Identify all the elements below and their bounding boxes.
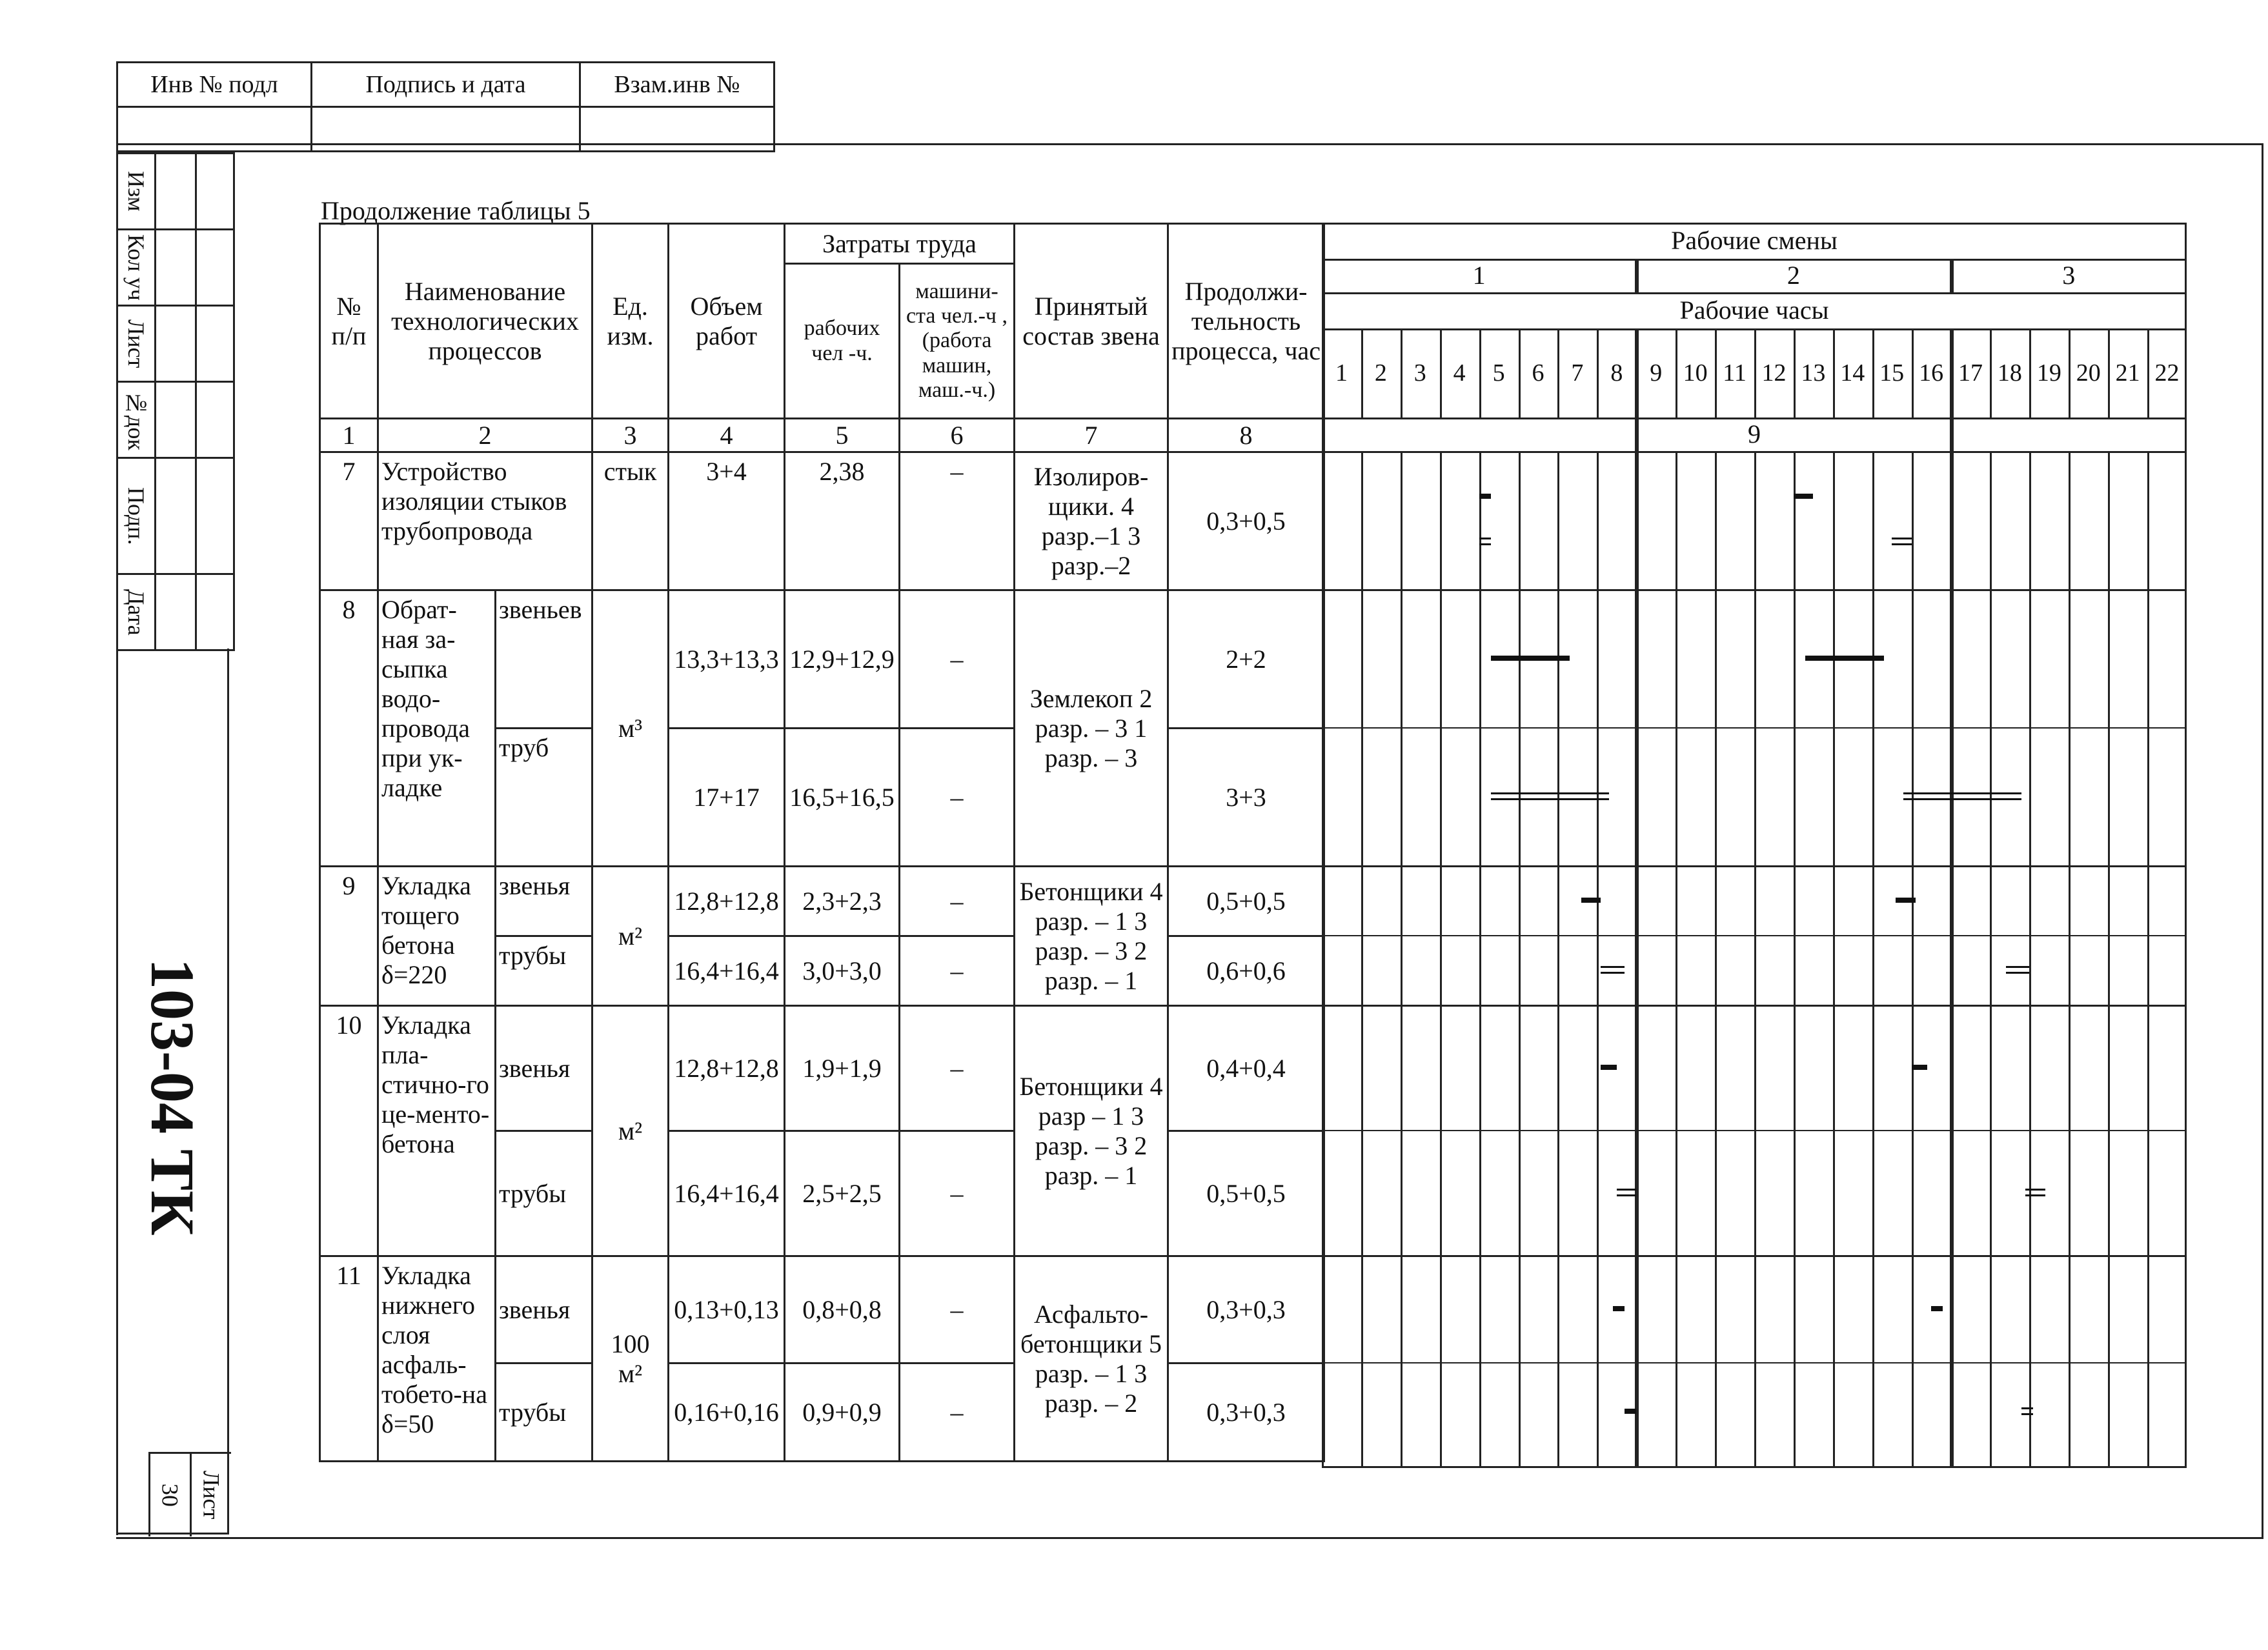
row-machinists: – (900, 1256, 1015, 1363)
colnum-1: 1 (320, 419, 378, 452)
schedule-bar (1912, 1065, 1927, 1070)
row-volume: 17+17 (669, 729, 785, 867)
hour-number: 10 (1683, 359, 1708, 387)
row-volume: 16,4+16,4 (669, 1131, 785, 1256)
schedule-bar (1794, 494, 1813, 499)
hour-divider (1597, 451, 1599, 1468)
hour-divider (2069, 451, 2071, 1468)
row-workers: 3,0+3,0 (785, 936, 900, 1006)
row-part: звенья (496, 1256, 592, 1363)
row-duration: 0,3+0,5 (1168, 452, 1324, 590)
row-workers: 16,5+16,5 (785, 729, 900, 867)
schedule-bar-double (1479, 538, 1491, 539)
row-volume: 0,13+0,13 (669, 1256, 785, 1363)
schedule-subrow-rule (1322, 727, 2187, 729)
colnum-2: 2 (378, 419, 592, 452)
row-machinists: – (900, 590, 1015, 729)
schedule-row-rule (1322, 589, 2187, 591)
schedule-bar-double (2021, 1407, 2033, 1409)
header-num: № п/п (320, 224, 378, 419)
hour-divider (1479, 451, 1481, 1468)
row-volume: 16,4+16,4 (669, 936, 785, 1006)
header-volume: Объем работ (669, 224, 785, 419)
hour-divider (1676, 451, 1677, 1468)
schedule-bar (1601, 1065, 1616, 1070)
row-num: 10 (320, 1006, 378, 1256)
row-unit: стык (592, 452, 669, 590)
schedule-bar (1491, 656, 1570, 661)
schedule-rule (1322, 418, 2187, 419)
row-volume: 13,3+13,3 (669, 590, 785, 729)
schedule-bar-double (1617, 1194, 1636, 1196)
schedule-bar (1581, 898, 1601, 903)
header-name: Наименование технологических процессов (378, 224, 592, 419)
schedule-bar (1625, 1409, 1636, 1414)
hour-number: 11 (1723, 359, 1747, 387)
schedule-bar-double (2025, 1189, 2045, 1191)
shift-number: 2 (1787, 261, 1800, 290)
side-label-izm: Изм (123, 171, 149, 212)
title-stamp (116, 61, 775, 152)
row-unit: м³ (592, 590, 669, 867)
hour-number: 20 (2076, 359, 2101, 387)
row-duration: 0,3+0,3 (1168, 1363, 1324, 1462)
table-row (320, 452, 1324, 590)
row-name: Укладка пла-стично-го це-менто-бетона (378, 1006, 496, 1256)
row-machinists: – (900, 936, 1015, 1006)
row-part: трубы (496, 936, 592, 1006)
shift-number: 3 (2062, 261, 2076, 290)
row-num: 11 (320, 1256, 378, 1462)
schedule-bar (1805, 656, 1884, 661)
table-caption: Продолжение таблицы 5 (321, 196, 591, 225)
schedule-bar-double (1491, 798, 1609, 800)
row-num: 8 (320, 590, 378, 867)
hour-number: 1 (1335, 359, 1348, 387)
row-duration: 0,5+0,5 (1168, 1131, 1324, 1256)
schedule-border (1322, 223, 2187, 225)
hour-number: 17 (1958, 359, 1983, 387)
schedule-bar-double (1892, 538, 1911, 539)
side-label-kol-uch: Кол уч (123, 234, 149, 301)
schedule-bar-double (1491, 792, 1609, 794)
row-crew: Асфальто-бетонщики 5 разр. – 1 3 разр. – 2 (1015, 1256, 1168, 1462)
schedule-row-rule (1322, 865, 2187, 867)
hour-number: 14 (1840, 359, 1865, 387)
schedule-subrow-rule (1322, 935, 2187, 936)
schedule-bar (1479, 494, 1491, 499)
row-duration: 0,5+0,5 (1168, 867, 1324, 936)
row-crew: Бетонщики 4 разр – 1 3 разр. – 3 2 разр. – 1 (1015, 1006, 1168, 1256)
header-unit: Ед. изм. (592, 224, 669, 419)
hour-number: 2 (1374, 359, 1387, 387)
row-machinists: – (900, 1006, 1015, 1131)
hour-divider (1557, 451, 1559, 1468)
header-workers: рабочих чел -ч. (785, 264, 900, 419)
schedule-title: Рабочие смены (1671, 226, 1838, 255)
hour-divider (1833, 451, 1835, 1468)
header-crew: Принятый состав звена (1015, 224, 1168, 419)
row-volume: 0,16+0,16 (669, 1363, 785, 1462)
hour-number: 13 (1801, 359, 1826, 387)
header-machinists: машини-ста чел.-ч , (работа машин, маш.-ч.) (900, 264, 1015, 419)
row-workers: 0,9+0,9 (785, 1363, 900, 1462)
stamp-inv-podl: Инв № подл (117, 63, 312, 107)
schedule-bar-double (1903, 798, 2021, 800)
row-part: звенья (496, 1006, 592, 1131)
row-workers: 1,9+1,9 (785, 1006, 900, 1131)
row-unit: м² (592, 1006, 669, 1256)
schedule-subrow-rule (1322, 1362, 2187, 1363)
side-label-data: Дата (123, 589, 149, 636)
row-name: Укладка тощего бетона δ=220 (378, 867, 496, 1006)
sheet-number-box (148, 1452, 231, 1536)
row-volume: 12,8+12,8 (669, 867, 785, 936)
hour-number: 7 (1571, 359, 1584, 387)
schedule-bar-double (2006, 972, 2030, 974)
hour-number: 4 (1453, 359, 1466, 387)
row-machinists: – (900, 1131, 1015, 1256)
hour-divider (2147, 451, 2149, 1468)
schedule-bar-double (1601, 966, 1625, 968)
schedule-subrow-rule (1322, 1130, 2187, 1131)
hour-number: 19 (2036, 359, 2061, 387)
side-label-ndok: №док (123, 389, 149, 450)
schedule-bar-double (1892, 543, 1911, 545)
header-labor: Затраты труда (785, 224, 1015, 264)
schedule-rule (1322, 292, 2187, 294)
colnum-5: 5 (785, 419, 900, 452)
hour-number: 16 (1919, 359, 1944, 387)
sheet-number: 30 (157, 1484, 183, 1507)
schedule-row-rule (1322, 1255, 2187, 1257)
row-workers: 12,9+12,9 (785, 590, 900, 729)
shift-divider (1950, 328, 1954, 1468)
schedule-hours-title: Рабочие часы (1679, 296, 1829, 325)
hour-divider (2029, 451, 2031, 1468)
row-unit: м² (592, 867, 669, 1006)
row-num: 7 (320, 452, 378, 590)
table-row (320, 590, 1324, 729)
row-workers: 0,8+0,8 (785, 1256, 900, 1363)
hour-divider (2108, 451, 2110, 1468)
shift-divider (1635, 328, 1639, 1468)
row-duration: 0,6+0,6 (1168, 936, 1324, 1006)
hour-divider (1440, 451, 1442, 1468)
hour-number: 8 (1610, 359, 1623, 387)
sheet-label: Лист (198, 1471, 225, 1520)
row-duration: 2+2 (1168, 590, 1324, 729)
hour-number: 15 (1879, 359, 1905, 387)
table-row (320, 1256, 1324, 1363)
row-part: труб (496, 729, 592, 867)
hour-divider (1715, 451, 1717, 1468)
row-machinists: – (900, 452, 1015, 590)
row-volume: 3+4 (669, 452, 785, 590)
row-volume: 12,8+12,8 (669, 1006, 785, 1131)
stamp-podpis-data: Подпись и дата (312, 63, 580, 107)
row-crew: Землекоп 2 разр. – 3 1 разр. – 3 (1015, 590, 1168, 867)
row-num: 9 (320, 867, 378, 1006)
hour-number: 12 (1761, 359, 1787, 387)
row-part: трубы (496, 1363, 592, 1462)
row-machinists: – (900, 729, 1015, 867)
shift-divider (1950, 259, 1954, 292)
hour-number: 9 (1650, 359, 1663, 387)
row-part: звеньев (496, 590, 592, 729)
row-name: Обрат-ная за-сыпка водо-провода при ук-ладке (378, 590, 496, 867)
colnum-7: 7 (1015, 419, 1168, 452)
header-duration: Продолжи-тельность процесса, час (1168, 224, 1324, 419)
hour-divider (1361, 451, 1363, 1468)
side-label-podp: Подп. (123, 487, 149, 545)
row-duration: 0,3+0,3 (1168, 1256, 1324, 1363)
schedule-bar-double (2006, 966, 2030, 968)
row-duration: 3+3 (1168, 729, 1324, 867)
hour-divider (1754, 451, 1756, 1468)
row-crew: Бетонщики 4 разр. – 1 3 разр. – 3 2 разр. – 1 (1015, 867, 1168, 1006)
document-code: 103-04 ТК (138, 958, 207, 1236)
schedule-bar-double (1903, 792, 2021, 794)
hour-number: 6 (1532, 359, 1544, 387)
schedule-bar-double (1601, 972, 1625, 974)
row-crew: Изолиров-щики. 4 разр.–1 3 разр.–2 (1015, 452, 1168, 590)
row-machinists: – (900, 1363, 1015, 1462)
schedule-bar-double (1617, 1189, 1636, 1191)
hour-number: 3 (1413, 359, 1426, 387)
row-name: Укладка нижнего слоя асфаль-тобето-на δ=50 (378, 1256, 496, 1462)
hour-divider (1401, 451, 1402, 1468)
shift-number: 1 (1472, 261, 1486, 290)
row-machinists: – (900, 867, 1015, 936)
row-workers: 2,38 (785, 452, 900, 590)
side-label-list: Лист (123, 319, 149, 368)
hour-number: 18 (1997, 359, 2022, 387)
hour-divider (1872, 451, 1874, 1468)
hour-divider (1519, 451, 1521, 1468)
row-name: Устройство изоляции стыков трубопровода (378, 452, 592, 590)
shift-divider (1635, 259, 1639, 292)
hour-divider (1794, 451, 1796, 1468)
row-part: трубы (496, 1131, 592, 1256)
colnum-4: 4 (669, 419, 785, 452)
row-workers: 2,5+2,5 (785, 1131, 900, 1256)
work-schedule (1322, 223, 2187, 1468)
colnum-6: 6 (900, 419, 1015, 452)
colnum-9: 9 (1748, 419, 1761, 448)
row-duration: 0,4+0,4 (1168, 1006, 1324, 1131)
row-workers: 2,3+2,3 (785, 867, 900, 936)
table-row (320, 867, 1324, 936)
row-part: звенья (496, 867, 592, 936)
schedule-bar (1896, 898, 1915, 903)
table-row (320, 1006, 1324, 1131)
schedule-bar-double (1479, 543, 1491, 545)
colnum-3: 3 (592, 419, 669, 452)
hour-number: 21 (2115, 359, 2140, 387)
colnum-8: 8 (1168, 419, 1324, 452)
hour-number: 5 (1492, 359, 1505, 387)
hour-number: 22 (2154, 359, 2180, 387)
schedule-row-rule (1322, 1005, 2187, 1007)
stamp-vzam-inv: Взам.инв № (580, 63, 775, 107)
hour-divider (1912, 451, 1914, 1468)
hour-divider (1990, 451, 1992, 1468)
revision-strip (116, 152, 235, 651)
schedule-bar (1931, 1306, 1943, 1311)
row-unit: 100 м² (592, 1256, 669, 1462)
schedule-bar-double (2025, 1194, 2045, 1196)
schedule-bar-double (2021, 1413, 2033, 1415)
schedule-bar (1613, 1306, 1625, 1311)
process-table (319, 223, 1325, 1462)
